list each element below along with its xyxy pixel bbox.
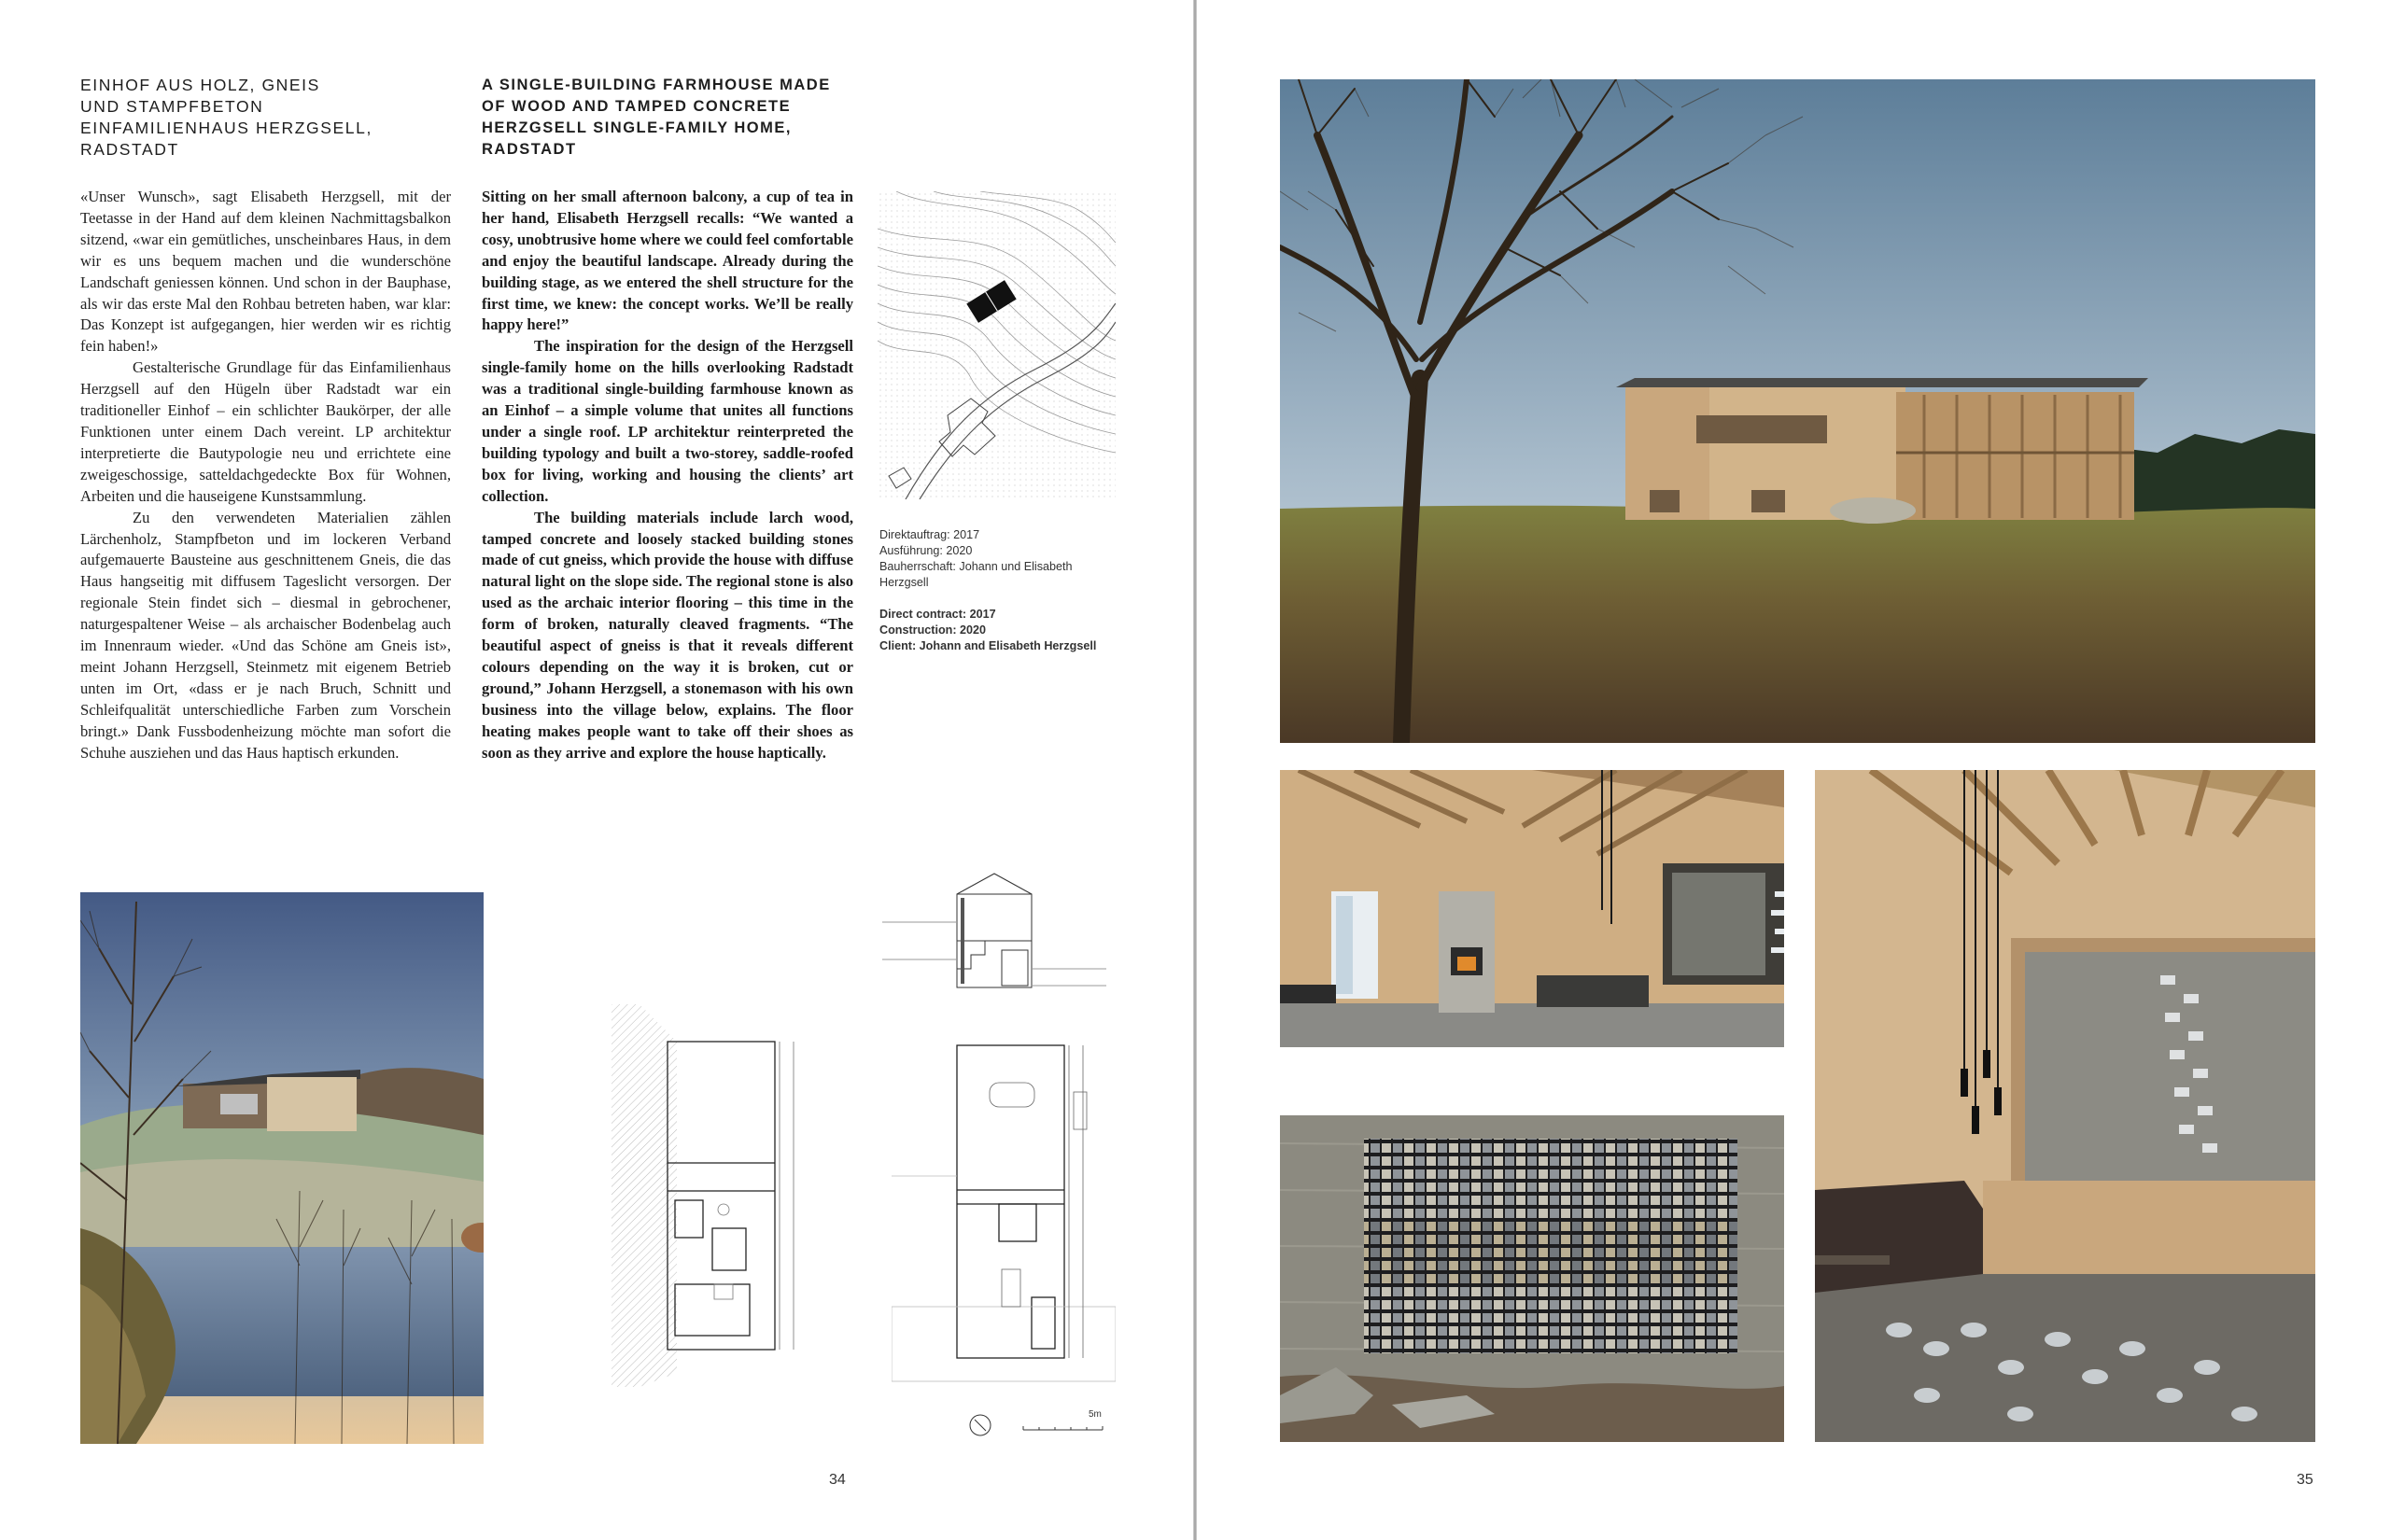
landscape-photo-pond [80,892,484,1444]
heading-english-line: OF WOOD AND TAMPED CONCRETE [482,98,792,115]
heading-german [80,75,472,161]
left-page [0,0,1193,1540]
heading-english-line: RADSTADT [482,141,577,158]
floor-plan-lower [612,1004,845,1387]
body-text-english [482,187,853,763]
interior-fireplace-photo [1280,770,1784,1047]
paragraph: Gestalterische Grundlage für das Einfamilienhaus Herzgsell auf den Hügeln über Radstadt war ein traditioneller Einhof – ein schlichter Baukörper, der alle Funktionen unter einem Dach vereint. LP architektur interpretierte die Bautypologie neu und errichtete eine zweigeschossige, satteldachgedeckte Box für Wohnen, Arbeiten und die hauseigene Kunstsammlung. [80,358,451,505]
house-exterior-photo [1280,79,2315,743]
heading-german-line: EINFAMILIENHAUS HERZGSELL, RADSTADT [80,119,373,159]
page-number: 35 [2297,1472,2313,1488]
paragraph: «Unser Wunsch», sagt Elisabeth Herzgsell, mit der Teetasse in der Hand auf dem kleinen Nachmittagsbalkon sitzend, «war ein gemütliches, unscheinbares Haus, in dem wir es uns bequem machen und die wunderschöne Landschaft geniessen können. Und schon in der Bauphase, als wir das erste Mal den Rohbau betreten haben, war klar: Das Konzept ist aufgegangen, hier werden wir es richtig fein haben!» [80,188,451,356]
credit-line: Direktauftrag: 2017 [879,528,980,541]
credit-line: Direct contract: 2017 [879,608,996,621]
site-plan-drawing [878,191,1116,499]
floor-plan-upper [892,1027,1116,1391]
heading-english-line: A SINGLE-BUILDING FARMHOUSE MADE [482,77,831,93]
heading-german-line: EINHOF AUS HOLZ, GNEIS [80,76,320,94]
section-drawing [882,866,1106,997]
paragraph: Zu den verwendeten Materialien zählen Lärchenholz, Stampfbeton und im lockeren Verband aufgemauerte Bausteine aus geschnittenem Gneis, die das Haus hangseitig mit diffusem Tageslicht versorgen. Der regionale Stein findet sich – diesmal in gebrochener, naturgespaltener Weise – als archaischer Bodenbelag auch im Innenraum wieder. «Und das Schöne am Gneis ist», meint Johann Herzgsell, Steinmetz mit eigenem Betrieb unten im Ort, «dass er je nach Bruch, Schnitt und Schleifqualität unterschiedliche Farben zum Vorschein bringt.» Dank Fussbodenheizung möchte man sofort die Schuhe ausziehen und das Haus haptisch erkunden. [80,508,451,762]
credit-line: Construction: 2020 [879,623,987,637]
spacer [879,591,1141,607]
page-number: 34 [829,1472,846,1488]
credit-line: Bauherrschaft: Johann und Elisabeth [879,560,1073,573]
interior-living-room-photo [1815,770,2315,1442]
heading-english-line: HERZGSELL SINGLE-FAMILY HOME, [482,119,792,136]
heading-english [482,75,855,161]
paragraph: The inspiration for the design of the Herzgsell single-family home on the hills overlooking Radstadt was a traditional single-building farmhouse known as an Einhof – a simple volume that unites all functions under a single roof. LP architektur reinterpreted the building typology and built a two-storey, saddle-roofed box for living, working and housing the clients’ art collection. [482,337,853,505]
body-text-german [80,187,451,763]
heading-german-line: UND STAMPFBETON [80,97,264,116]
credit-line: Herzgsell [879,576,929,589]
gneiss-wall-photo [1280,1115,1784,1442]
project-credits [879,527,1141,654]
paragraph: The building materials include larch wood, tamped concrete and loosely stacked building stones made of cut gneiss, which provide the house with diffuse natural light on the slope side. The regional stone is also used as the archaic interior flooring – this time in the form of broken, naturally cleaved fragments. “The beautiful aspect of gneiss is that it reveals different colours depending on the way it is broken, cut or ground,” Johann Herzgsell, a stonemason with his own business into the village below, explains. The floor heating makes people want to take off their shoes as soon as they arrive and explore the house haptically. [482,508,853,762]
scale-label: 5m [1089,1409,1102,1420]
credit-line: Client: Johann and Elisabeth Herzgsell [879,639,1097,652]
credit-line: Ausführung: 2020 [879,544,973,557]
paragraph: Sitting on her small afternoon balcony, a cup of tea in her hand, Elisabeth Herzgsell recalls: “We wanted a cosy, unobtrusive home where we could feel comfortable and enjoy the beautiful landscape. Already during the building stage, as we entered the shell structure for the first time, we knew: the concept works. We’ll be really happy here!” [482,188,853,334]
